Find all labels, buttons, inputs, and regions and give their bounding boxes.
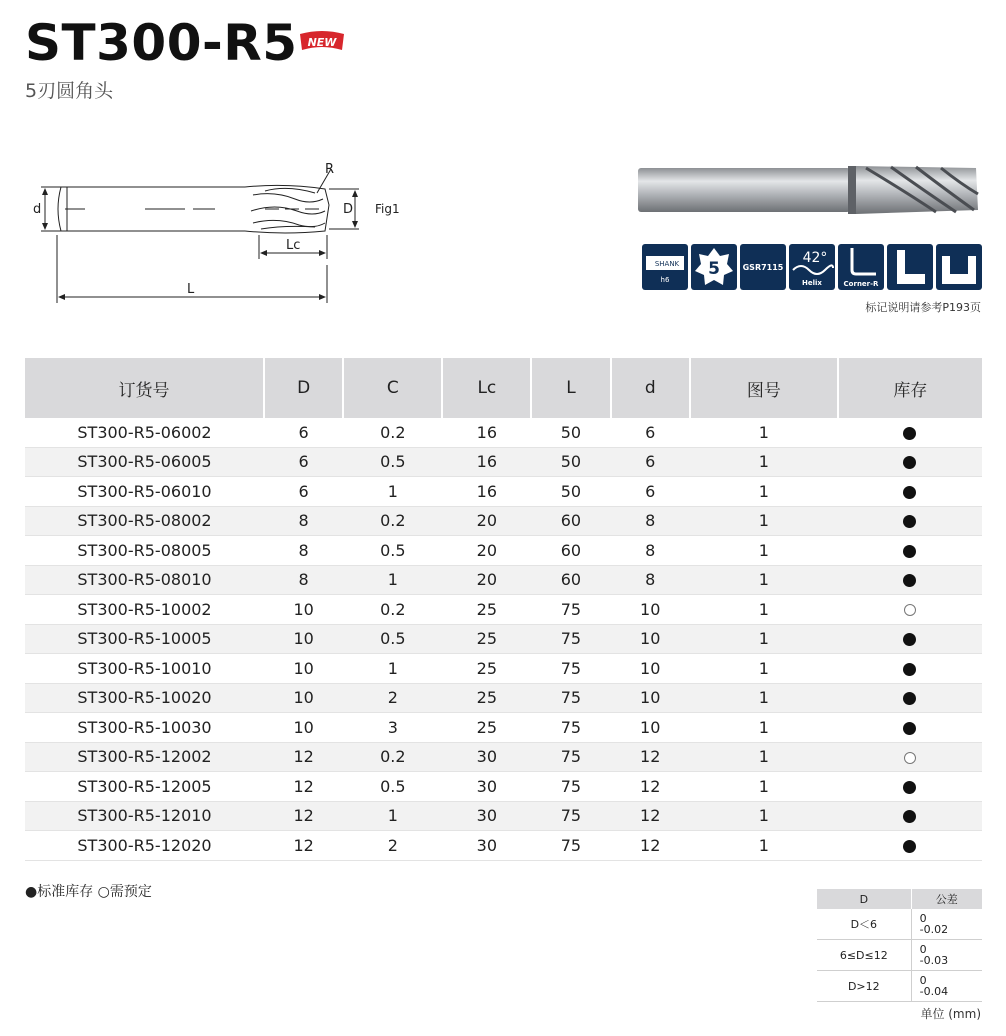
five-flute-icon	[691, 244, 737, 290]
cell-code: ST300-R5-08010	[25, 565, 264, 595]
cell-fig: 1	[690, 654, 838, 684]
cell-d: 8	[611, 565, 690, 595]
cell-lc: 20	[442, 506, 531, 536]
cell-l: 75	[531, 624, 610, 654]
stock-available-icon	[903, 633, 916, 646]
cell-l: 50	[531, 477, 610, 507]
product-subtitle: 5刃圆角头	[25, 80, 114, 102]
cell-lc: 30	[442, 831, 531, 861]
cell-fig: 1	[690, 536, 838, 566]
tol-value	[911, 971, 982, 1002]
cell-l: 75	[531, 654, 610, 684]
cell-lc: 20	[442, 565, 531, 595]
cell-lc: 16	[442, 477, 531, 507]
cell-lc: 20	[442, 536, 531, 566]
label-d: d	[33, 202, 42, 217]
stock-available-icon	[903, 456, 916, 469]
cell-c: 1	[343, 654, 442, 684]
cell-stock	[838, 595, 982, 625]
cell-d: 10	[611, 713, 690, 743]
svg-text:GSR7115: GSR7115	[742, 263, 784, 272]
cell-fig: 1	[690, 418, 838, 447]
label-Lc: Lc	[286, 238, 301, 253]
cell-d: 6	[611, 418, 690, 447]
table-row	[25, 801, 982, 831]
label-D: D	[343, 202, 354, 217]
cell-fig: 1	[690, 447, 838, 477]
tol-value	[911, 940, 982, 971]
table-row	[25, 742, 982, 772]
cell-l: 75	[531, 683, 610, 713]
cell-lc: 25	[442, 595, 531, 625]
cell-fig: 1	[690, 742, 838, 772]
cell-stock	[838, 536, 982, 566]
spec-table	[25, 358, 982, 861]
cell-d: 12	[611, 801, 690, 831]
corner-r-icon	[838, 244, 884, 290]
cell-code: ST300-R5-10020	[25, 683, 264, 713]
col-L: L	[531, 358, 610, 418]
cell-d: 10	[611, 624, 690, 654]
cell-d: 10	[611, 683, 690, 713]
tolerance-table	[817, 889, 982, 1002]
cell-fig: 1	[690, 713, 838, 743]
cell-c: 0.2	[343, 506, 442, 536]
cell-stock	[838, 447, 982, 477]
stock-available-icon	[903, 427, 916, 440]
cell-d: 10	[611, 595, 690, 625]
cell-fig: 1	[690, 831, 838, 861]
tool-photo	[636, 162, 982, 216]
label-R: R	[325, 162, 335, 177]
cell-fig: 1	[690, 595, 838, 625]
cell-lc: 25	[442, 654, 531, 684]
legend-filled-symbol: ●	[25, 884, 38, 900]
cell-d: 6	[611, 477, 690, 507]
legend-filled-text: 标准库存	[37, 884, 94, 900]
stock-available-icon	[903, 515, 916, 528]
cell-l: 60	[531, 565, 610, 595]
stock-available-icon	[903, 663, 916, 676]
cell-code: ST300-R5-06005	[25, 447, 264, 477]
stock-available-icon	[903, 574, 916, 587]
side-milling-icon	[887, 244, 933, 290]
col-Lc: Lc	[442, 358, 531, 418]
stock-available-icon	[903, 781, 916, 794]
unit-note: 单位 (mm)	[920, 1007, 981, 1021]
cell-fig: 1	[690, 801, 838, 831]
cell-c: 0.2	[343, 595, 442, 625]
cell-l: 75	[531, 713, 610, 743]
cell-d: 8	[264, 506, 343, 536]
col-figure: 图号	[690, 358, 838, 418]
cell-d: 12	[264, 742, 343, 772]
tol-lower: -0.04	[919, 984, 949, 998]
material-grade-icon	[740, 244, 786, 290]
tolerance-row	[817, 909, 982, 940]
cell-stock	[838, 565, 982, 595]
cell-lc: 30	[442, 801, 531, 831]
cell-l: 75	[531, 742, 610, 772]
tol-col-tolerance: 公差	[911, 889, 982, 909]
shank-h6-icon	[642, 244, 688, 290]
cell-code: ST300-R5-08005	[25, 536, 264, 566]
cell-fig: 1	[690, 624, 838, 654]
fig-label: Fig1	[375, 202, 400, 216]
tol-lower: -0.03	[919, 953, 949, 967]
cell-c: 0.5	[343, 536, 442, 566]
cell-c: 1	[343, 477, 442, 507]
cell-fig: 1	[690, 772, 838, 802]
cell-d: 12	[264, 772, 343, 802]
cell-d: 10	[264, 713, 343, 743]
cell-fig: 1	[690, 683, 838, 713]
stock-available-icon	[903, 692, 916, 705]
cell-code: ST300-R5-10010	[25, 654, 264, 684]
cell-c: 0.2	[343, 418, 442, 447]
new-badge-text: NEW	[307, 36, 337, 49]
cell-stock	[838, 624, 982, 654]
cell-stock	[838, 506, 982, 536]
table-row	[25, 477, 982, 507]
cell-lc: 25	[442, 683, 531, 713]
tolerance-row	[817, 940, 982, 971]
cell-d: 8	[611, 506, 690, 536]
svg-text:42°: 42°	[802, 250, 828, 266]
tool-drawing	[25, 155, 425, 315]
product-title: ST300-R5	[25, 14, 298, 72]
cell-stock	[838, 831, 982, 861]
col-order-code: 订货号	[25, 358, 264, 418]
stock-available-icon	[903, 840, 916, 853]
tol-col-D: D	[817, 889, 911, 909]
cell-l: 50	[531, 447, 610, 477]
cell-fig: 1	[690, 565, 838, 595]
table-row	[25, 536, 982, 566]
spec-table-header	[25, 358, 982, 418]
icon-reference-note: 标记说明请参考P193页	[865, 301, 981, 314]
cell-d: 10	[264, 624, 343, 654]
col-d: d	[611, 358, 690, 418]
table-row	[25, 624, 982, 654]
cell-stock	[838, 713, 982, 743]
table-row	[25, 713, 982, 743]
table-row	[25, 772, 982, 802]
stock-legend	[25, 881, 152, 901]
cell-code: ST300-R5-10030	[25, 713, 264, 743]
cell-code: ST300-R5-12010	[25, 801, 264, 831]
cell-lc: 25	[442, 624, 531, 654]
cell-lc: 16	[442, 418, 531, 447]
table-row	[25, 831, 982, 861]
tolerance-row	[817, 971, 982, 1002]
cell-code: ST300-R5-12005	[25, 772, 264, 802]
cell-d: 8	[611, 536, 690, 566]
cell-c: 0.5	[343, 447, 442, 477]
tol-upper: 0	[919, 942, 927, 956]
cell-c: 0.5	[343, 772, 442, 802]
cell-d: 6	[611, 447, 690, 477]
stock-order-required-icon	[904, 752, 916, 764]
cell-d: 12	[264, 831, 343, 861]
feature-icons	[642, 244, 982, 290]
cell-d: 6	[264, 447, 343, 477]
cell-l: 60	[531, 506, 610, 536]
cell-lc: 30	[442, 772, 531, 802]
cell-c: 1	[343, 565, 442, 595]
cell-fig: 1	[690, 477, 838, 507]
cell-code: ST300-R5-12020	[25, 831, 264, 861]
cell-c: 3	[343, 713, 442, 743]
cell-l: 75	[531, 831, 610, 861]
cell-d: 12	[264, 801, 343, 831]
table-row	[25, 506, 982, 536]
cell-d: 10	[264, 654, 343, 684]
stock-available-icon	[903, 545, 916, 558]
cell-l: 75	[531, 595, 610, 625]
cell-code: ST300-R5-10005	[25, 624, 264, 654]
tol-upper: 0	[919, 973, 927, 987]
cell-stock	[838, 772, 982, 802]
cell-lc: 16	[442, 447, 531, 477]
table-row	[25, 595, 982, 625]
slot-milling-icon	[936, 244, 982, 290]
cell-l: 75	[531, 772, 610, 802]
cell-stock	[838, 654, 982, 684]
table-row	[25, 447, 982, 477]
stock-available-icon	[903, 810, 916, 823]
stock-available-icon	[903, 722, 916, 735]
cell-d: 12	[611, 772, 690, 802]
col-D: D	[264, 358, 343, 418]
svg-text:5: 5	[708, 259, 720, 279]
cell-stock	[838, 742, 982, 772]
col-C: C	[343, 358, 442, 418]
cell-d: 12	[611, 742, 690, 772]
table-row	[25, 418, 982, 447]
cell-c: 2	[343, 831, 442, 861]
cell-d: 10	[264, 595, 343, 625]
tol-value	[911, 909, 982, 940]
cell-c: 0.5	[343, 624, 442, 654]
tol-range: D>12	[817, 971, 911, 1002]
cell-stock	[838, 418, 982, 447]
tol-range: D＜6	[817, 909, 911, 940]
cell-stock	[838, 477, 982, 507]
label-L: L	[187, 282, 195, 297]
cell-c: 2	[343, 683, 442, 713]
cell-lc: 30	[442, 742, 531, 772]
tol-upper: 0	[919, 911, 927, 925]
cell-code: ST300-R5-12002	[25, 742, 264, 772]
cell-d: 8	[264, 565, 343, 595]
cell-d: 10	[264, 683, 343, 713]
legend-open-symbol: ○	[97, 884, 110, 900]
cell-code: ST300-R5-06002	[25, 418, 264, 447]
cell-l: 50	[531, 418, 610, 447]
cell-d: 6	[264, 477, 343, 507]
cell-stock	[838, 801, 982, 831]
stock-available-icon	[903, 486, 916, 499]
cell-c: 1	[343, 801, 442, 831]
col-stock: 库存	[838, 358, 982, 418]
cell-fig: 1	[690, 506, 838, 536]
cell-l: 60	[531, 536, 610, 566]
tol-range: 6≤D≤12	[817, 940, 911, 971]
new-badge	[298, 28, 346, 56]
svg-text:Helix: Helix	[802, 279, 822, 287]
svg-text:h6: h6	[660, 276, 670, 284]
cell-c: 0.2	[343, 742, 442, 772]
helix-angle-icon	[789, 244, 835, 290]
stock-order-required-icon	[904, 604, 916, 616]
cell-code: ST300-R5-10002	[25, 595, 264, 625]
table-row	[25, 565, 982, 595]
cell-code: ST300-R5-06010	[25, 477, 264, 507]
cell-d: 10	[611, 654, 690, 684]
table-row	[25, 683, 982, 713]
cell-code: ST300-R5-08002	[25, 506, 264, 536]
cell-d: 8	[264, 536, 343, 566]
cell-d: 12	[611, 831, 690, 861]
tol-lower: -0.02	[919, 922, 949, 936]
cell-d: 6	[264, 418, 343, 447]
legend-open-text: 需预定	[109, 884, 152, 900]
svg-text:SHANK: SHANK	[654, 260, 680, 268]
svg-text:Corner-R: Corner-R	[843, 280, 879, 288]
cell-l: 75	[531, 801, 610, 831]
cell-lc: 25	[442, 713, 531, 743]
cell-stock	[838, 683, 982, 713]
table-row	[25, 654, 982, 684]
